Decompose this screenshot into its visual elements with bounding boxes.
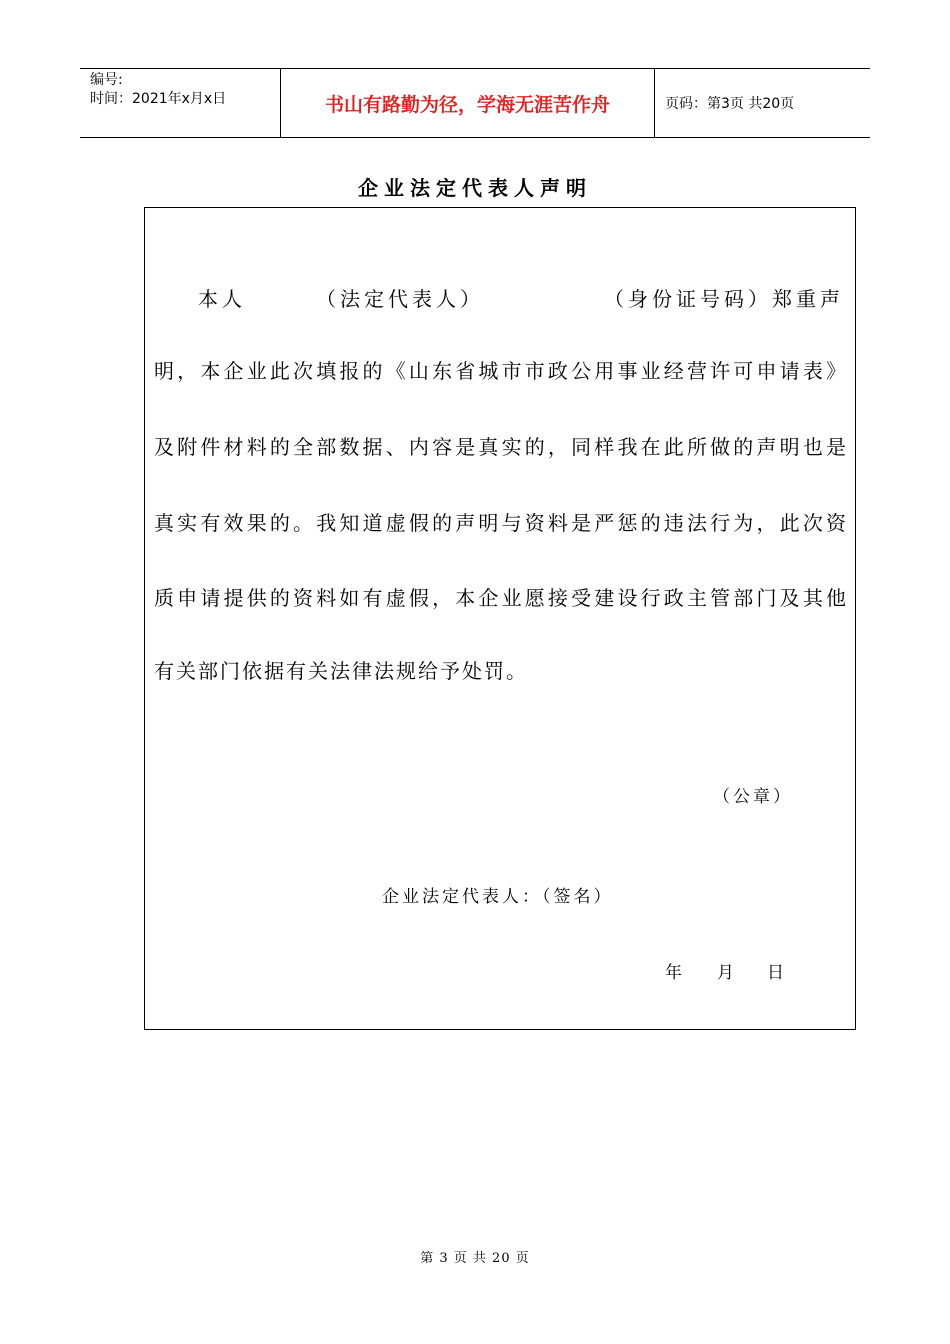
id-number-label: （身份证号码）郑重声 [604,287,844,311]
page-header [80,68,870,138]
declaration-line-1 [154,284,846,314]
header-motto-cell [280,69,655,137]
header-page-info: 页码：第3页 共20页 [665,96,795,112]
seal-label: （公章） [713,787,793,807]
declaration-line-4: 真实有效果的。我知道虚假的声明与资料是严惩的违法行为，此次资 [154,511,846,535]
legal-rep-label: （法定代表人） [316,287,484,311]
time-label: 时间：2021年x月x日 [90,91,227,107]
header-motto: 书山有路勤为径，学海无涯苦作舟 [324,93,610,116]
document-title: 企业法定代表人声明 [358,176,592,200]
date-year-label: 年 [665,963,682,983]
declaration-line-6: 有关部门依据有关法律法规给予处罚。 [154,659,528,683]
declaration-line-5: 质申请提供的资料如有虚假，本企业愿接受建设行政主管部门及其他 [154,586,846,610]
header-meta [80,69,280,137]
declaration-line-2: 明，本企业此次填报的《山东省城市市政公用事业经营许可申请表》 [154,359,846,383]
self-label: 本人 [198,287,246,311]
declaration-line-3: 及附件材料的全部数据、内容是真实的，同样我在此所做的声明也是 [154,435,846,459]
page-footer: 第 3 页 共 20 页 [420,1251,530,1266]
number-label: 编号: [90,72,123,88]
date-day-label: 日 [767,963,784,983]
signature-label: 企业法定代表人：（签名） [382,887,614,907]
date-month-label: 月 [717,963,734,983]
